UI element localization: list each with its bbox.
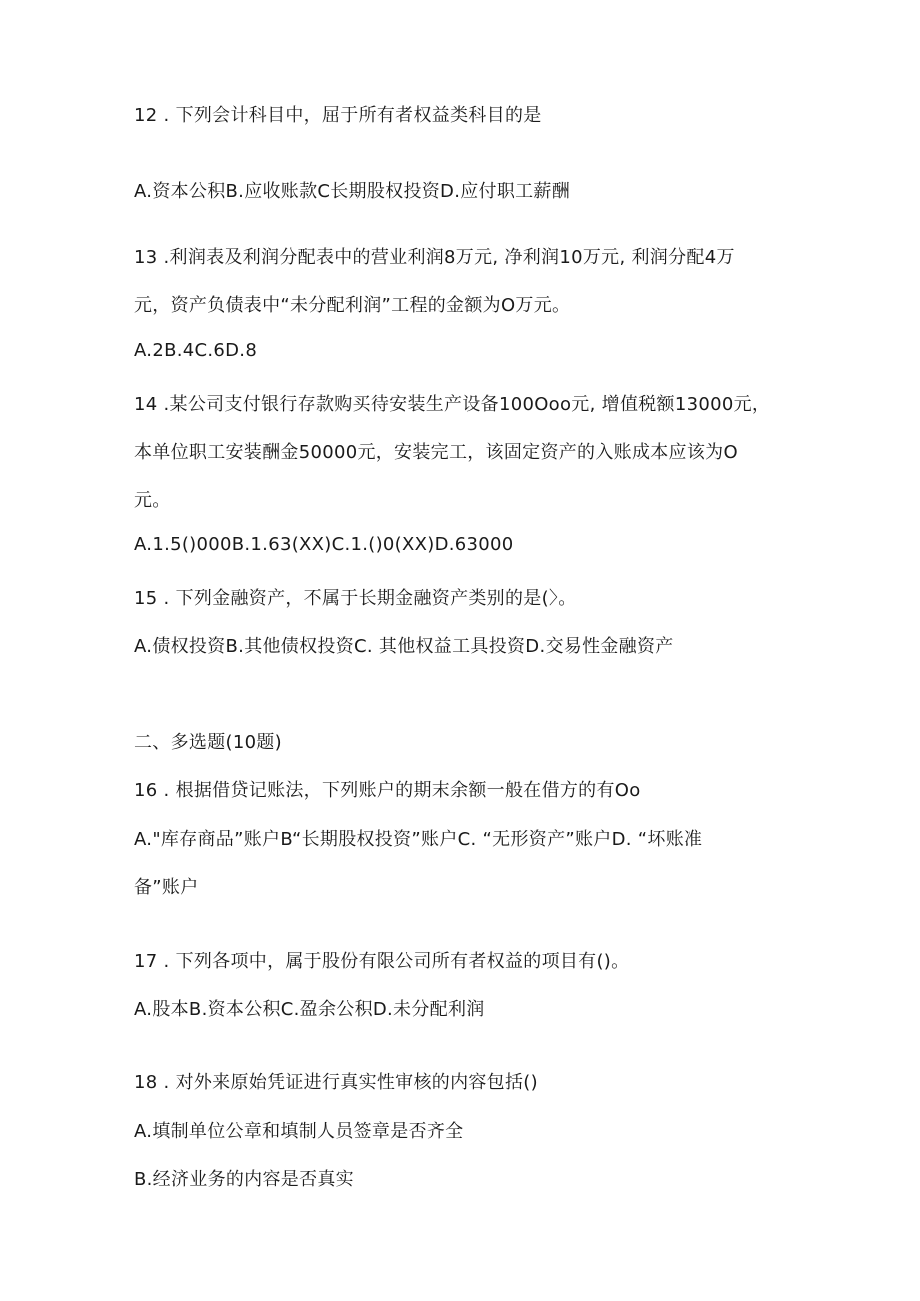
question-16-options-line1: A."库存商品”账户B“长期股权投资”账户C. “无形资产”账户D. “坏账准: [134, 829, 703, 850]
question-17-stem: 17 . 下列各项中，属于股份有限公司所有者权益的项目有()。: [134, 951, 630, 972]
question-12-stem: 12 . 下列会计科目中，屈于所有者权益类科目的是: [134, 105, 542, 126]
question-15-stem: 15 . 下列金融资产，不属于长期金融资产类别的是(〉。: [134, 588, 577, 609]
question-18-option-a: A.填制单位公章和填制人员签章是否齐全: [134, 1121, 464, 1142]
question-15-options: A.债权投资B.其他债权投资C. 其他权益工具投资D.交易性金融资产: [134, 636, 674, 657]
question-14-stem-line3: 元。: [134, 490, 171, 511]
question-13-options: A.2B.4C.6D.8: [134, 340, 258, 361]
question-18-option-b: B.经济业务的内容是否真实: [134, 1169, 354, 1190]
question-13-stem-line2: 元，资产负债表中“未分配利润”工程的金额为O万元。: [134, 295, 571, 316]
question-12-options: A.资本公积B.应收账款C长期股权投资D.应付职工薪酬: [134, 181, 571, 202]
question-14-options: A.1.5()000B.1.63(XX)C.1.()0(XX)D.63000: [134, 534, 514, 555]
section-heading: 二、多选题(10题): [134, 732, 282, 753]
question-16-options-line2: 备”账户: [134, 877, 199, 898]
question-18-stem: 18 . 对外来原始凭证进行真实性审核的内容包括(): [134, 1072, 538, 1093]
question-17-options: A.股本B.资本公积C.盈余公积D.未分配利润: [134, 999, 485, 1020]
question-16-stem: 16 . 根据借贷记账法，下列账户的期末余额一般在借方的有Oo: [134, 780, 641, 801]
question-14-stem-line1: 14 .某公司支付银行存款购买待安装生产设备100Ooo元, 增值税额13000元，: [134, 394, 771, 415]
question-14-stem-line2: 本单位职工安装酬金50000元，安装完工，该固定资产的入账成本应该为O: [134, 442, 738, 463]
question-13-stem-line1: 13 .利润表及利润分配表中的营业利润8万元, 净利润10万元, 利润分配4万: [134, 247, 735, 268]
